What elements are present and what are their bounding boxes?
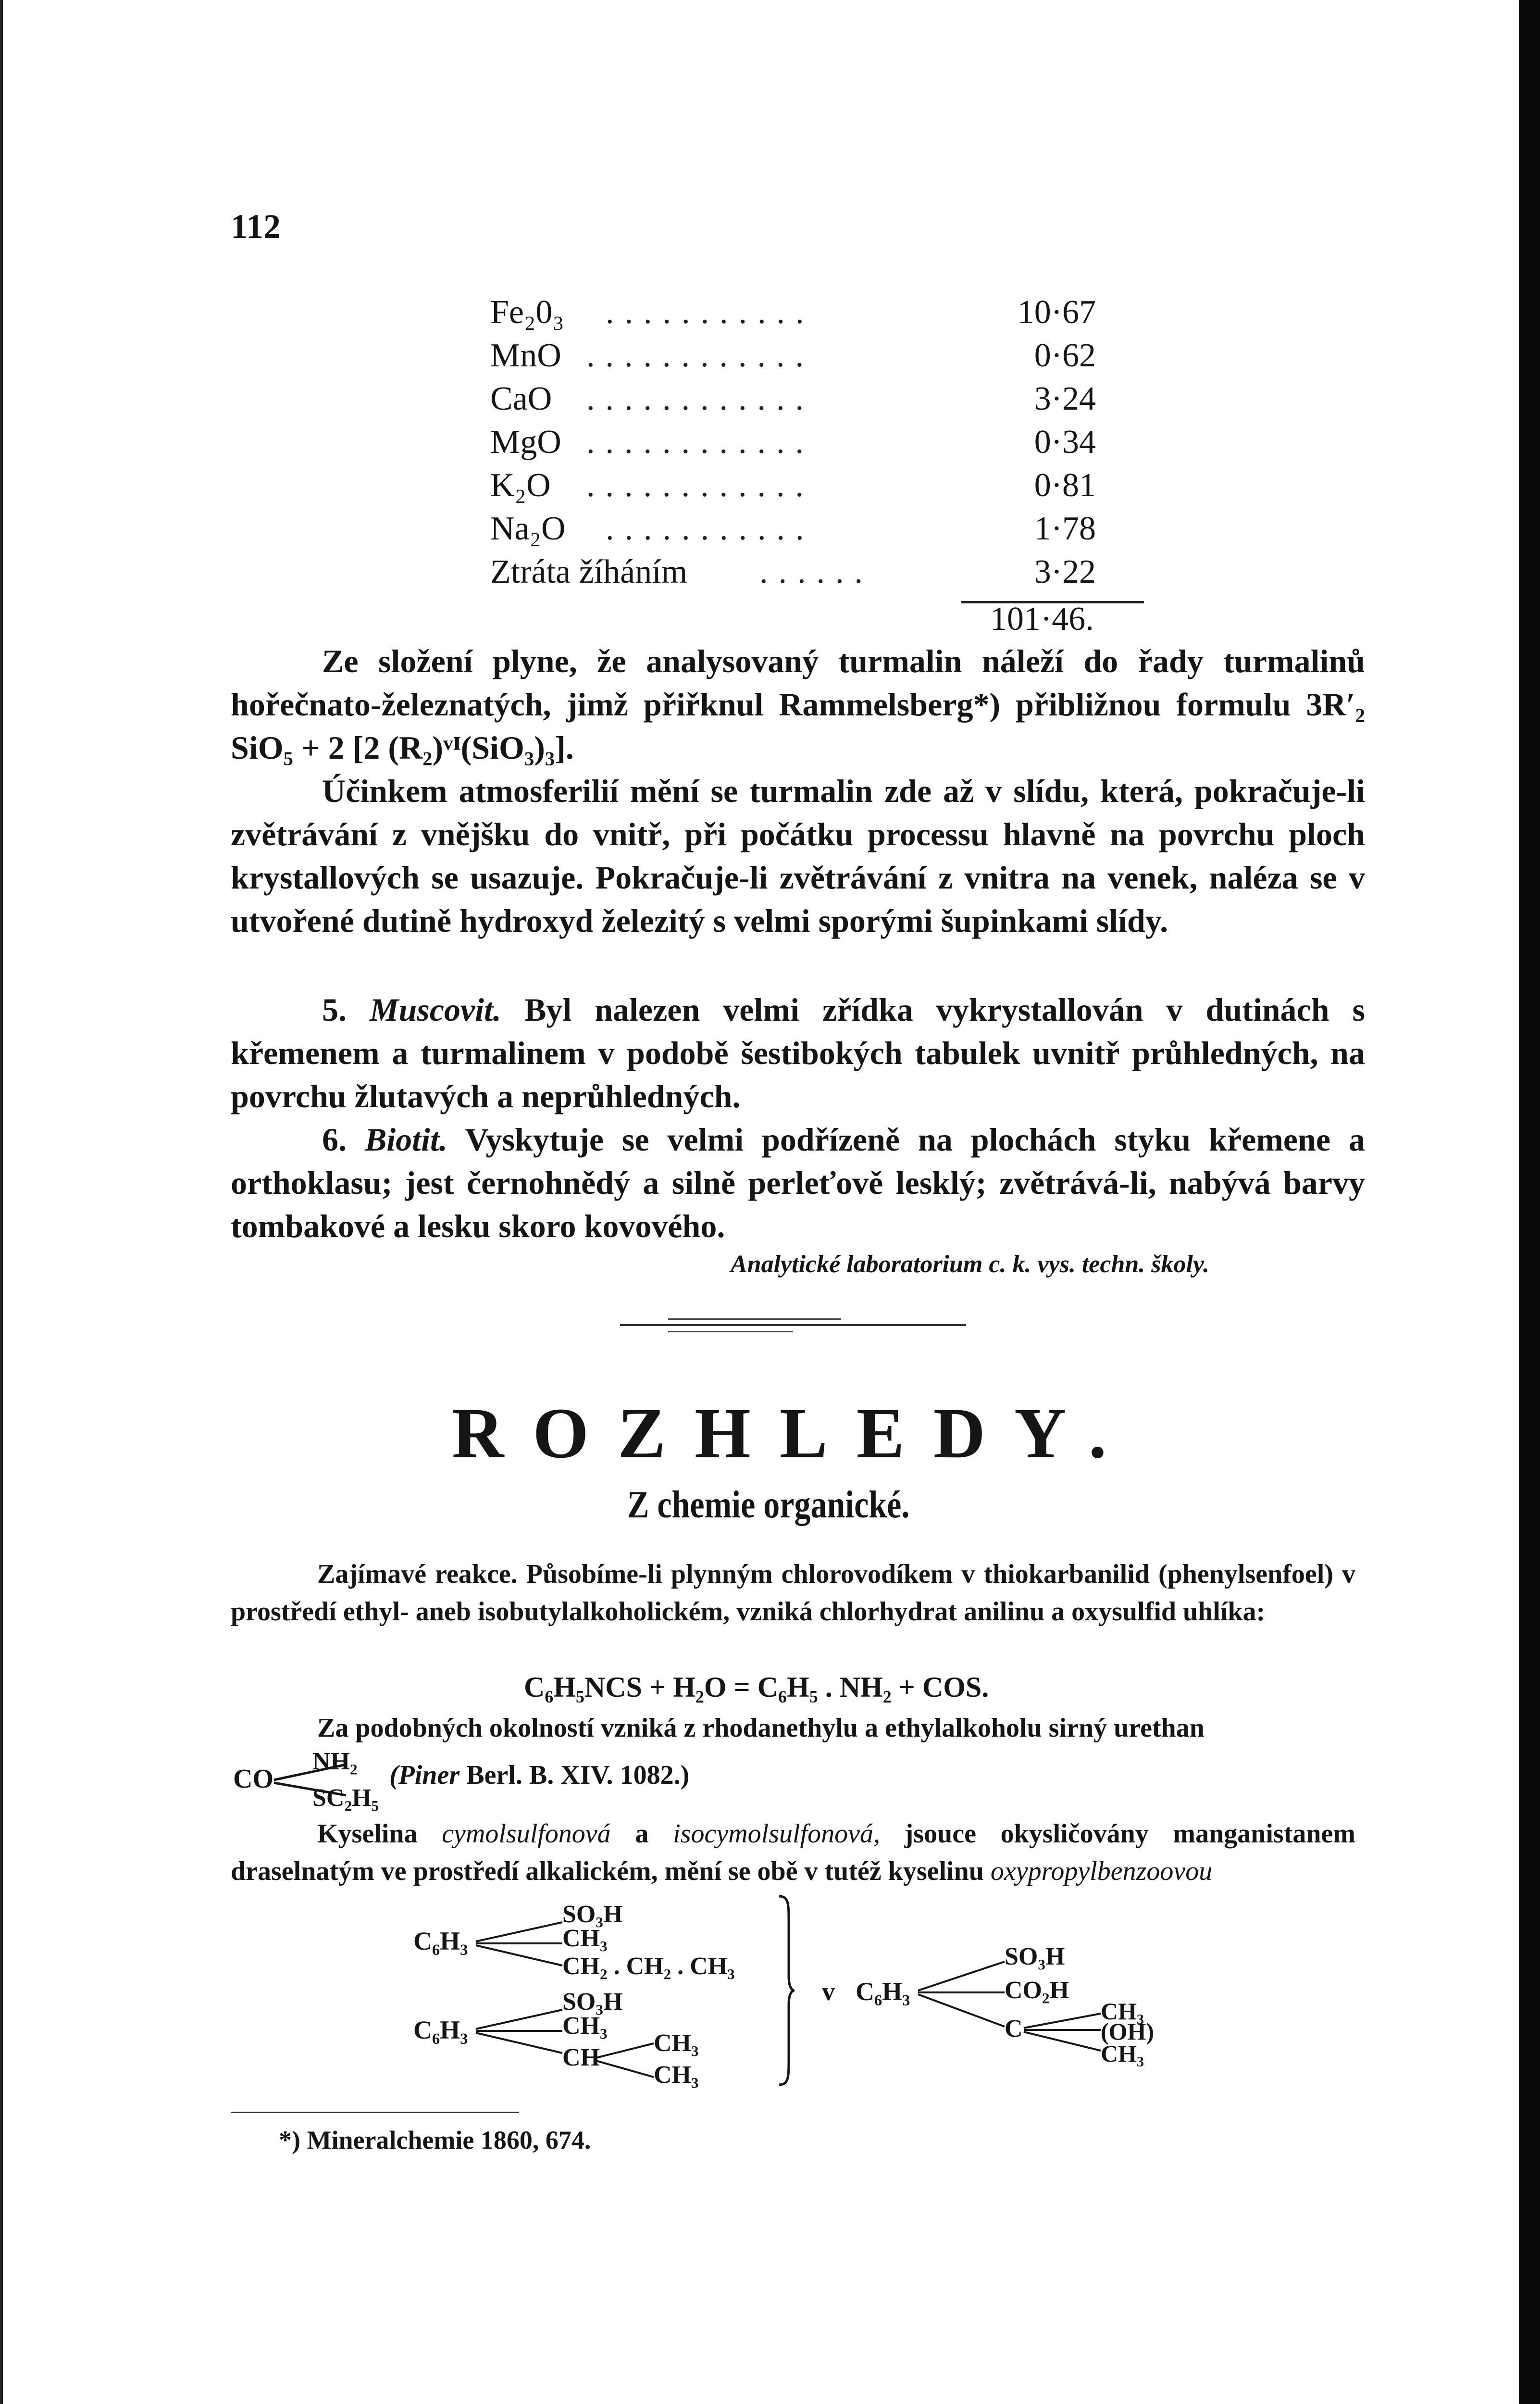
paragraph-reactions [231,1555,1355,1630]
separator-rule [668,1318,841,1320]
text-run: Kyselina [317,1819,418,1849]
leader-dots: ............ [586,337,814,374]
formula-group: SO₃H [562,1988,623,2016]
formula-co: CO [233,1764,273,1794]
formula-group: SO₃H [562,1901,623,1928]
citation-ref: Berl. B. XIV. 1082.) [466,1760,690,1790]
bond-line [918,1994,1005,2027]
bond-line [476,2033,562,2053]
formula-core: C₆H₃ [856,1977,910,2006]
text-run: a [635,1819,649,1849]
analysis-value: 1·78 [1034,510,1096,547]
bond-line [918,1962,1005,1991]
paragraph-muscovit [231,988,1365,1118]
leader-dots: ............ [586,424,814,461]
formula-group: CH₃ [1101,2040,1144,2067]
mineral-description: Byl nalezen velmi zřídka vykrystallován v dutinách s křemenem a turmalinem v podobě šestibokých tabulek uvnitř průhledných, na povrchu žlutavých a neprůhledných. [231,991,1366,1114]
product-structure [812,1928,1178,2091]
analysis-label: MnO [490,337,561,374]
section-title: ROZHLEDY. [452,1393,1136,1473]
urethan-formula [231,1745,385,1817]
formula-group: CH₃ [562,2012,608,2040]
signature: Analytické laboratorium c. k. vys. techn. školy. [731,1251,1210,1278]
reaction-heading: Zajímavé reakce. [317,1559,518,1589]
formula-core: C₆H₃ [413,1927,468,1955]
mineral-name: Muscovit. [370,991,501,1028]
citation-author: (Piner [389,1760,460,1790]
urethan-citation [389,1760,689,1790]
leader-dots: ............ [586,467,814,504]
analysis-row [490,466,1154,510]
analysis-value: 0·62 [1034,337,1096,374]
paragraph-biotit [231,1118,1365,1248]
analysis-value: 0·81 [1034,467,1096,504]
formula-group: CH₃ [654,2061,699,2089]
formula-core: C₆H₃ [413,2016,468,2044]
formula-group: CH₂ . CH₂ . CH₃ [562,1953,735,1980]
analysis-label: K₂O [490,467,551,504]
scan-border-left [0,0,3,2404]
analysis-total: 101·46. [990,601,1094,638]
formula-group: CH [562,2044,600,2071]
compound-structures [404,1885,769,2106]
bond-line [476,2010,562,2029]
formula-group: CH₃ [562,1925,608,1952]
formula-group: (OH) [1101,2018,1155,2045]
separator-rule [668,1331,793,1332]
leader-dots: ........... [606,510,815,547]
leader-dots: ...... [759,553,873,590]
analysis-table [490,293,1154,596]
footnote: *) Mineralchemie 1860, 674. [279,2126,591,2154]
compound-name: cymolsulfonová [442,1819,611,1849]
paragraph-acids [231,1815,1355,1890]
brace [776,1894,795,2087]
subsection-title: Z chemie organické. [627,1484,910,1526]
text-run: jsouce okysličovány manganistanem draselnatým ve prostředí alkalickém, mění se obě v tutéž kyselinu [231,1819,1356,1886]
mineral-name: Biotit. [364,1121,447,1158]
equation: C₆H₅NCS + H₂O = C₆H₅ . NH₂ + COS. [524,1671,989,1703]
analysis-row [490,293,1154,337]
leader-dots: ............ [586,380,814,417]
separator-rule [620,1324,966,1326]
paragraph-composition: Ze složení plyne, že analysovaný turmalin náleží do řady turmalinů hořečnato-železnatých, jimž přiřknul Rammelsberg*) přibližnou formulu 3R′₂ SiO₅ + 2 [2 (R₂)ᵛᴵ(SiO₃)₃]. [231,643,1365,766]
analysis-row [490,423,1154,466]
formula-group: CH₃ [654,2029,699,2057]
bond-line [476,1922,562,1941]
formula-sc2h5: SC₂H₅ [312,1784,379,1812]
bond-line [476,1945,562,1966]
analysis-row [490,337,1154,380]
formula-group: SO₃H [1005,1943,1065,1970]
item-number: 5. [322,991,347,1028]
scan-border-right [1519,0,1540,2404]
formula-group: CO₂H [1005,1977,1069,2004]
analysis-label: Na₂O [490,510,566,547]
analysis-row [490,510,1154,553]
formula-v: v [822,1977,835,2006]
bond-line [1024,2014,1101,2028]
paragraph-weathering: Účinkem atmosferilií mění se turmalin zde až v slídu, která, pokračuje-li zvětrávání z vnějšku do vnitř, při počátku processu hlavně na povrchu ploch krystallových se usazuje. Pokračuje-li zvětrávání z vnitra na venek, naléza se v utvořené dutině hydroxyd železitý s velmi sporými šupinkami slídy. [231,773,1365,939]
formula-group: CH₃ [1101,1998,1144,2025]
analysis-value: 10·67 [1017,294,1096,331]
bond-line [596,2061,654,2077]
page-number: 112 [231,207,281,246]
compound-name: isocymolsulfonová, [673,1819,880,1849]
bond-line [1024,2032,1101,2051]
reaction-text: Působíme-li plynným chlorovodíkem v thiokarbanilid (phenylsenfoel) v prostředí ethyl- aneb isobutylalkoholickém, vzniká chlorhydrat anilinu a oxysulfid uhlíka: [231,1559,1355,1627]
analysis-value: 0·34 [1034,424,1096,461]
analysis-row [490,380,1154,423]
analysis-value: 3·24 [1034,380,1096,417]
leader-dots: ........... [606,294,815,331]
analysis-label: Fe₂0₃ [490,294,564,331]
analysis-row [490,553,1154,596]
analysis-label: MgO [490,424,561,461]
formula-nh2: NH₂ [312,1748,358,1775]
footnote-rule [231,2112,519,2113]
formula-c: C [1005,2015,1023,2042]
paragraph-urethan: Za podobných okolností vzniká z rhodanethylu a ethylalkoholu sirný urethan [317,1713,1205,1743]
analysis-value: 3·22 [1034,553,1096,590]
compound-name: oxypropylbenzoovou [990,1856,1213,1886]
bond-line [596,2043,654,2058]
analysis-label: Ztráta žíháním [490,553,688,590]
item-number: 6. [322,1121,347,1158]
mineral-description: Vyskytuje se velmi podřízeně na plochách styku křemene a orthoklasu; jest černohnědý a silně perleťově lesklý; zvětrává-li, nabývá barvy tombakové a lesku skoro kovového. [231,1121,1366,1244]
analysis-label: CaO [490,380,552,417]
